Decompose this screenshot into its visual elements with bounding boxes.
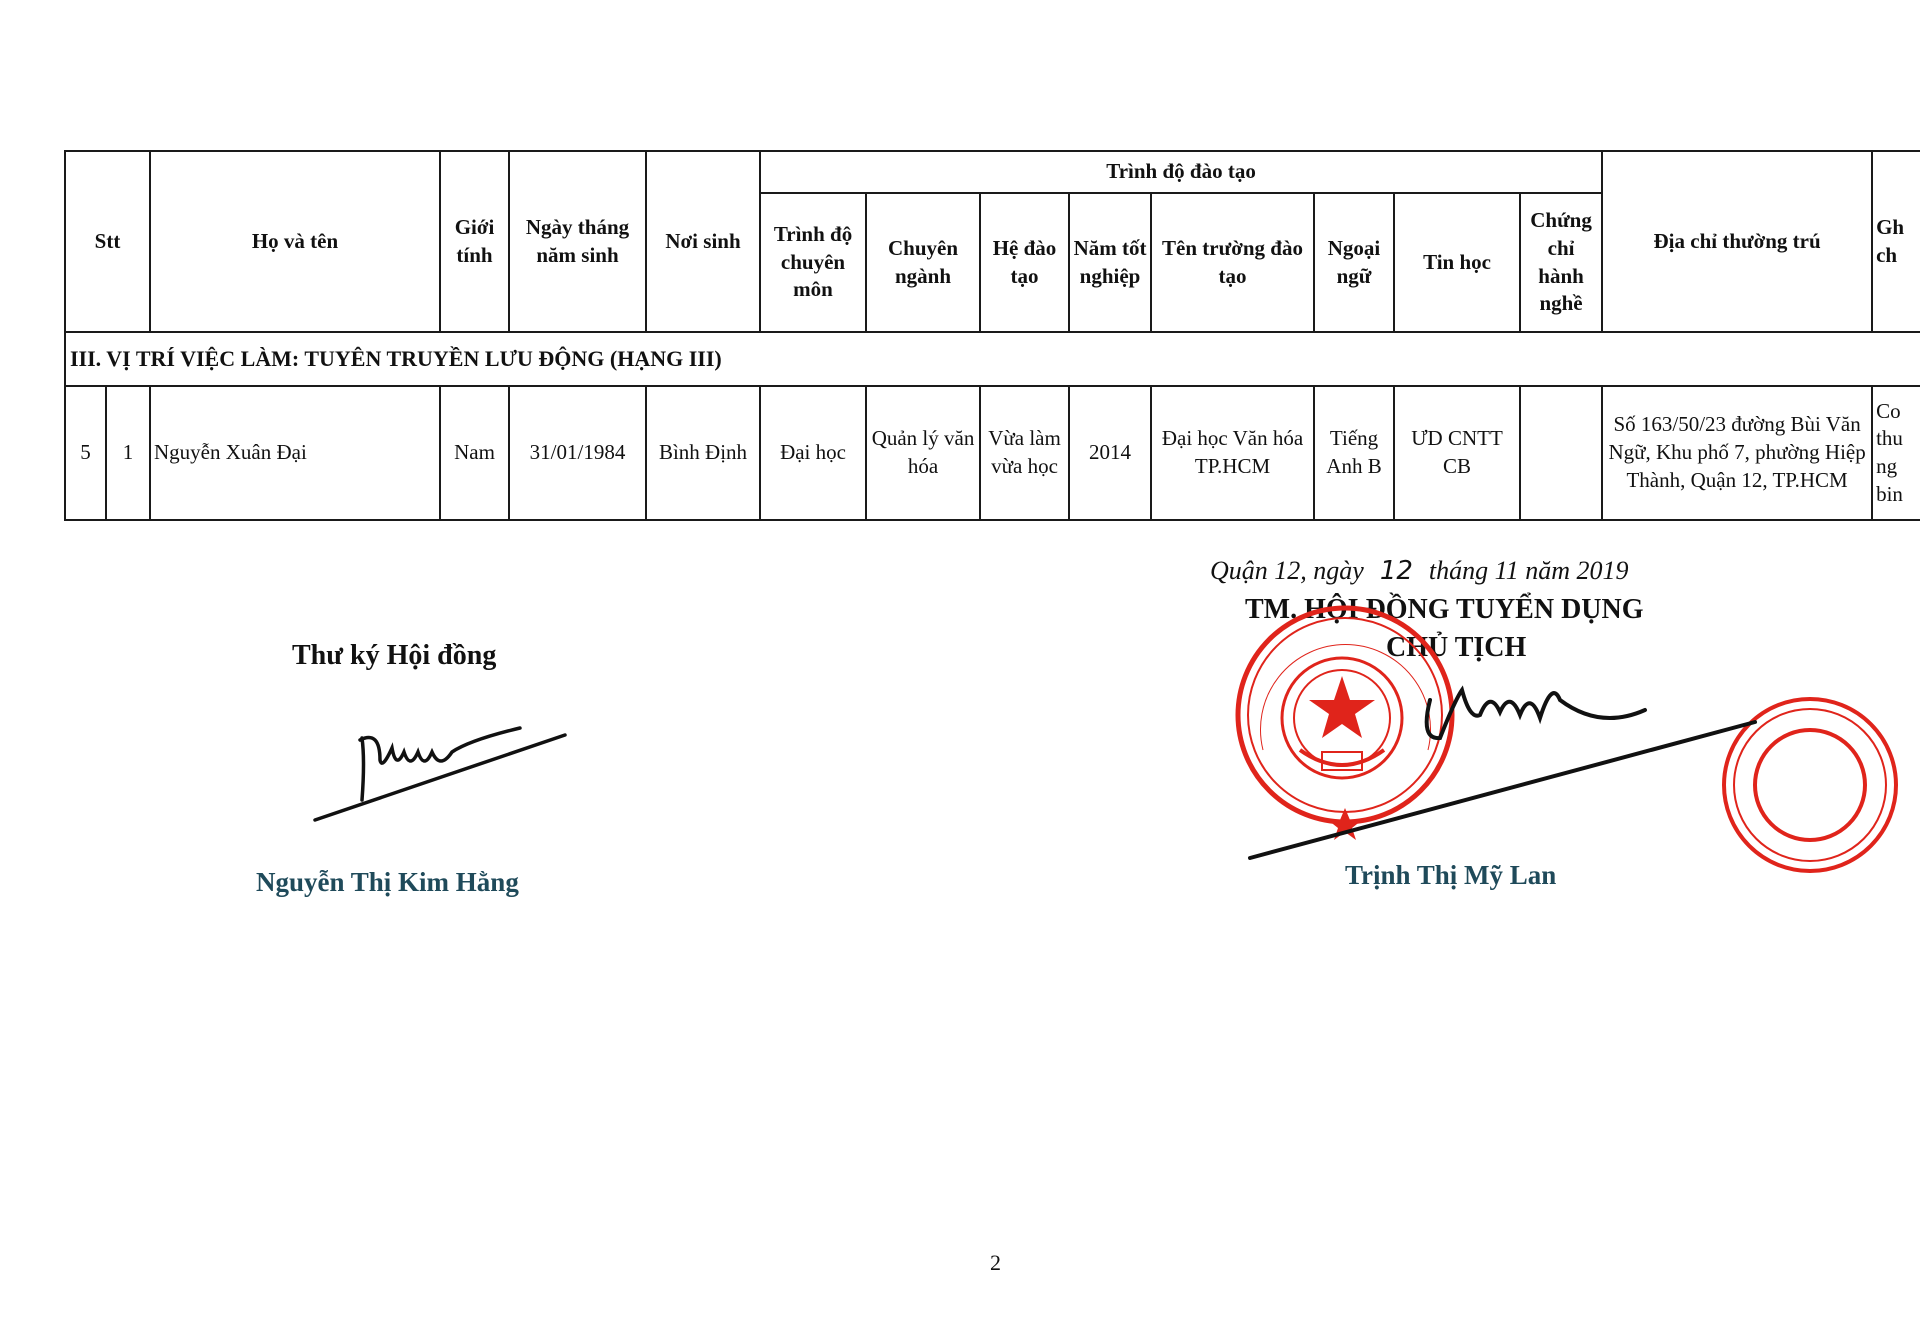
cell-stt-local: 1 [106, 386, 150, 520]
cell-level: Đại học [760, 386, 866, 520]
header-note-partial: Gh ch [1872, 151, 1920, 332]
cell-address: Số 163/50/23 đường Bùi Văn Ngữ, Khu phố 7, phường Hiệp Thành, Quận 12, TP.HCM [1602, 386, 1872, 520]
chair-signature-icon [1250, 690, 1755, 858]
header-it: Tin học [1394, 193, 1520, 332]
cell-grad-year: 2014 [1069, 386, 1151, 520]
header-dob: Ngày tháng năm sinh [509, 151, 646, 332]
header-language: Ngoại ngữ [1314, 193, 1394, 332]
header-certificate: Chứng chỉ hành nghề [1520, 193, 1602, 332]
header-stt: Stt [65, 151, 150, 332]
cell-it: ƯD CNTT CB [1394, 386, 1520, 520]
secretary-signature-icon [315, 728, 565, 820]
date-prefix: Quận 12, ngày [1210, 556, 1364, 585]
official-seal-icon [1238, 608, 1452, 840]
council-title: TM. HỘI ĐỒNG TUYỂN DỤNG [1245, 594, 1644, 625]
header-major: Chuyên ngành [866, 193, 980, 332]
page-number: 2 [990, 1250, 1001, 1275]
cell-major: Quản lý văn hóa [866, 386, 980, 520]
date-day: 12 [1379, 556, 1413, 586]
chair-title: CHỦ TỊCH [1386, 632, 1527, 663]
cell-gender: Nam [440, 386, 509, 520]
header-name: Họ và tên [150, 151, 440, 332]
header-grad-year: Năm tốt nghiệp [1069, 193, 1151, 332]
header-birthplace: Nơi sinh [646, 151, 760, 332]
chair-name: Trịnh Thị Mỹ Lan [1345, 860, 1557, 890]
date-suffix: tháng 11 năm 2019 [1428, 556, 1629, 585]
cell-stt-total: 5 [65, 386, 106, 520]
secretary-title: Thư ký Hội đồng [292, 640, 497, 671]
cell-dob: 31/01/1984 [509, 386, 646, 520]
cell-name: Nguyễn Xuân Đại [150, 386, 440, 520]
cell-mode: Vừa làm vừa học [980, 386, 1069, 520]
header-school: Tên trường đào tạo [1151, 193, 1314, 332]
header-address: Địa chỉ thường trú [1602, 151, 1872, 332]
header-mode: Hệ đào tạo [980, 193, 1069, 332]
header-gender: Giới tính [440, 151, 509, 332]
secretary-name: Nguyễn Thị Kim Hằng [256, 867, 519, 897]
header-training-group: Trình độ đào tạo [760, 151, 1602, 193]
cell-school: Đại học Văn hóa TP.HCM [1151, 386, 1314, 520]
cell-note-partial: Co thu ng bin [1872, 386, 1920, 520]
section-heading: III. VỊ TRÍ VIỆC LÀM: TUYÊN TRUYỀN LƯU ĐỘNG (HẠNG III) [65, 332, 1920, 386]
header-level: Trình độ chuyên môn [760, 193, 866, 332]
cell-birthplace: Bình Định [646, 386, 760, 520]
cell-language: Tiếng Anh B [1314, 386, 1394, 520]
